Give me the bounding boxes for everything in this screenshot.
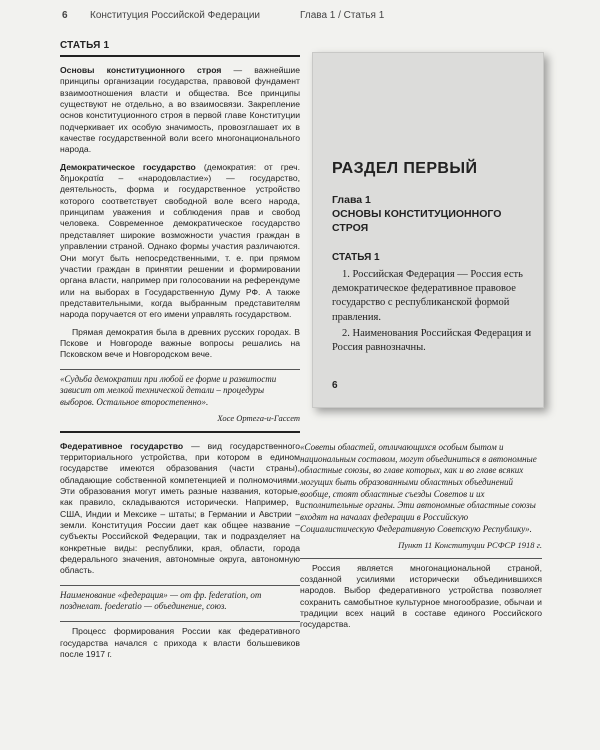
rsfsr-quote-source: Пункт 11 Конституции РСФСР 1918 г. <box>398 539 542 550</box>
paragraph-federal-state: Федеративное государство — вид государственного территориального устройства, при котором в едином государстве имеются образования (части страны), обладающие собственной компетенцией и полномочиями. Эти образования могут иметь разные названия, которые, как правило, складываются исторически. Например, в США, Индии и Мексике – штаты; в Германии и Австрии – земли. Конституция России дает как общее название – субъекты Российской Федерации, так и подразделяет на конкретные виды: республики, края, области, города федерального значения, автономные округа, автономную область. <box>60 440 300 576</box>
paragraph-direct-democracy: Прямая демократия была в древних русских городах. В Пскове и Новгороде важные вопросы решались на Псковском вече и Новгородском вече. <box>60 326 300 360</box>
article-item-1: 1. Российская Федерация — Россия есть демократическое федеративное правовое государство с республиканской формой правления. <box>332 269 523 323</box>
etymology-note: Наименование «федерация» — от фр. federation, от позднелат. foederatio — объединение, союз. <box>60 589 262 612</box>
book-title: Конституция Российской Федерации <box>90 10 261 21</box>
article-item-2: 2. Наименования Российская Федерация и Россия равнозначны. <box>332 327 532 353</box>
page-number: 6 <box>62 10 68 21</box>
term-democratic-state: Демократическое государство <box>60 161 196 172</box>
paragraph-democratic-state: Демократическое государство (демократия: от греч. δημοκρατία – «народовластие») — государство, деятельность, форма и государственное устройство которого соответствует свободной воле всего народа, принципам уважения и соблюдения прав и свобод человека. Современное демократическое государство представляет широкие возможности участия граждан в управлении страной. Однако формы участия различаются. Они могут быть непосредственными, т. е. при прямом участии граждан в принятии решении и формировании органа власти, например при голосовании на референдуме или на выборах в Государственную Думу РФ. А также представительными, когда выбранным представителям народа поручается от его имени управлять государством. <box>60 161 300 320</box>
term-federal-state: Федеративное государство <box>60 440 184 451</box>
paragraph-multinational-state: Россия является многонациональной страной, созданной усилиями исторически объединившихся народов. Выбор федеративного устройства позволяет сохранить самобытное культурное многообразие, обычаи и традиции всех наций в составе единого Российского государства. <box>300 562 542 630</box>
divider <box>60 369 300 370</box>
divider <box>300 558 542 559</box>
box-page-number: 6 <box>332 380 338 391</box>
part-heading: РАЗДЕЛ ПЕРВЫЙ <box>332 160 478 177</box>
ortega-attribution: Хосе Ортега-и-Гассет <box>217 412 300 423</box>
constitution-text-box <box>312 52 544 408</box>
section-divider <box>60 431 300 433</box>
article-heading: СТАТЬЯ 1 <box>60 40 300 57</box>
paragraph-constitutional-basis: Основы конституционного строя — важнейшие принципы организации государства, правовой фундамент взаимоотношения власти и общества. Все принципы существуют не отдельно, а во взаимосвязи. Закрепление основ конституционного строя в первой главе Конституции подчеркивает их особую значимость, провозглашает их в качестве государственной воли всего многонационального народа. <box>60 65 300 155</box>
chapter-reference: Глава 1 / Статья 1 <box>300 10 385 21</box>
chapter-title: ОСНОВЫ КОНСТИТУЦИОННОГО СТРОЯ <box>332 208 502 234</box>
divider <box>60 621 300 622</box>
box-article-heading: СТАТЬЯ 1 <box>332 252 380 263</box>
left-column <box>60 40 300 666</box>
right-column-lower <box>300 442 542 637</box>
divider <box>60 585 300 586</box>
article-text <box>332 268 538 357</box>
chapter-number: Глава 1 <box>332 194 371 206</box>
ortega-quote: «Судьба демократии при любой ее форме и развитости зависит от мелкой технической детали – процедуры выборов. Остальное второстепенно». <box>60 373 277 407</box>
rsfsr-quote: «Советы областей, отличающихся особым бытом и национальным составом, могут объединиться в автономные областные союзы, во главе которых, как и во главе всяких могущих быть образованными областных объединений вообще, стоят областные съезды Советов и их исполнительные органы. Эти автономные областные союзы входят на началах федерации в Российскую Социалистическую Федеративную Советскую Республику». <box>300 442 537 534</box>
term-constitutional-basis: Основы конституционного строя <box>60 65 222 75</box>
paragraph-federation-formation: Процесс формирования России как федеративного государства начался с прихода к власти большевиков после 1917 г. <box>60 626 300 659</box>
running-header <box>0 8 600 28</box>
